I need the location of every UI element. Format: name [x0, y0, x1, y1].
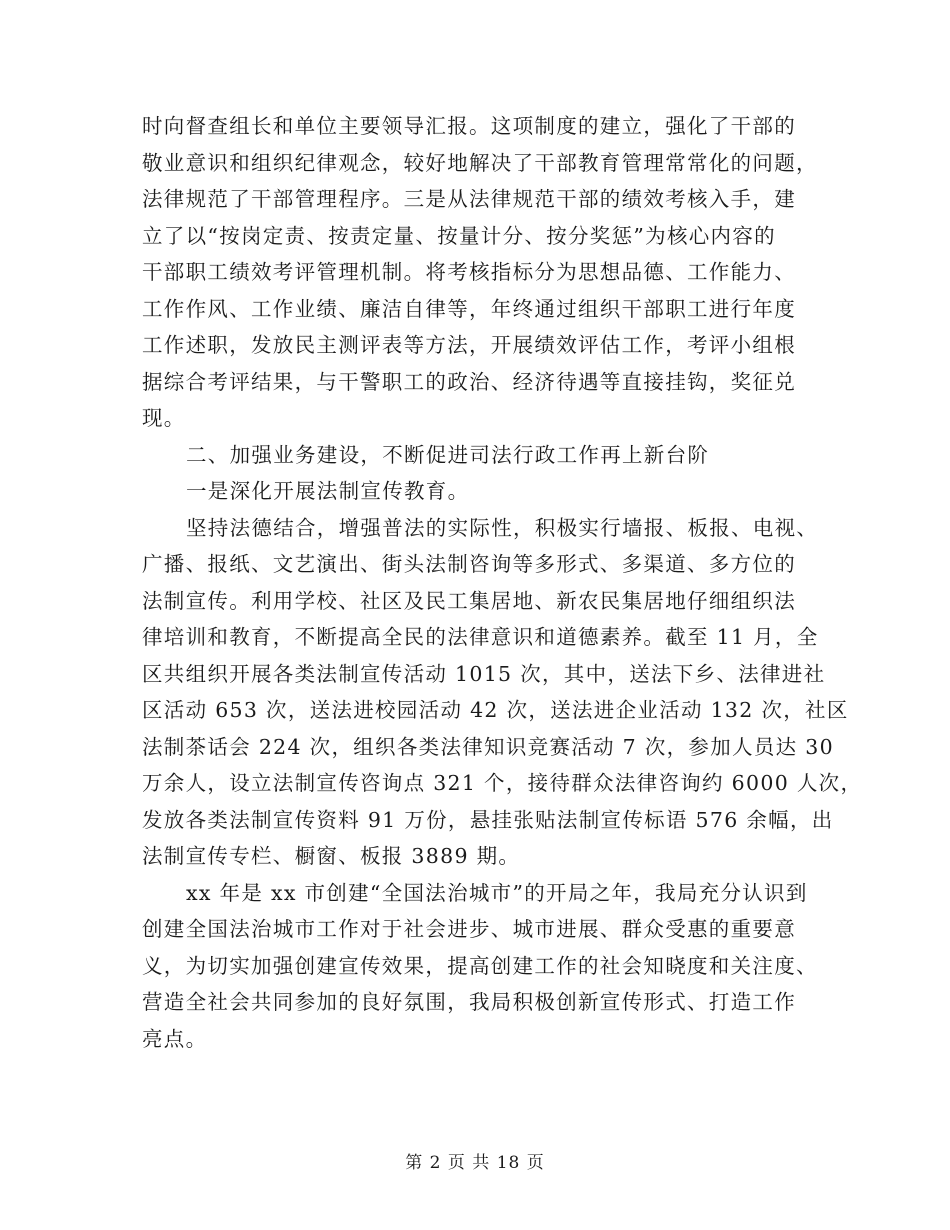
text-line: 法制宣传专栏、橱窗、板报 3889 期。 [142, 844, 521, 868]
text-line: 发放各类法制宣传资料 91 万份，悬挂张贴法制宣传标语 576 余幅，出 [142, 807, 834, 832]
text-line: 立了以“按岗定责、按责定量、按量计分、按分奖惩”为核心内容的 [142, 223, 776, 248]
text-line: 时向督查组长和单位主要领导汇报。这项制度的建立，强化了干部的 [142, 114, 796, 138]
text-line: 一是深化开展法制宣传教育。 [186, 479, 470, 503]
page-number-footer: 第 2 页 共 18 页 [405, 1153, 545, 1173]
text-line: 法制宣传。利用学校、社区及民工集居地、新农民集居地仔细组织法 [142, 588, 796, 613]
text-line: 区活动 653 次，送法进校园活动 42 次，送法进企业活动 132 次，社区 [142, 698, 849, 722]
text-line: 义，为切实加强创建宣传效果，提高创建工作的社会知晓度和关注度、 [142, 953, 818, 978]
text-line: xx 年是 xx 市创建“全国法治城市”的开局之年，我局充分认识到 [186, 880, 808, 905]
text-line: 工作述职，发放民主测评表等方法，开展绩效评估工作，考评小组根 [142, 333, 796, 357]
text-line: 区共组织开展各类法制宣传活动 1015 次，其中，送法下乡、法律进社 [142, 661, 826, 686]
text-line: 亮点。 [142, 1026, 208, 1051]
text-line: 法制茶话会 224 次，组织各类法律知识竞赛活动 7 次，参加人员达 30 [142, 734, 834, 759]
text-line: 干部职工绩效考评管理机制。将考核指标分为思想品德、工作能力、 [142, 260, 796, 284]
text-line: 敬业意识和组织纪律观念，较好地解决了干部教育管理常常化的问题， [142, 150, 818, 175]
text-line: 广播、报纸、文艺演出、街头法制咨询等多形式、多渠道、多方位的 [142, 552, 796, 576]
text-line: 坚持法德结合，增强普法的实际性，积极实行墙报、板报、电视、 [186, 515, 819, 540]
text-line: 万余人，设立法制宣传咨询点 321 个，接待群众法律咨询约 6000 人次， [142, 771, 863, 795]
text-line: 律培训和教育，不断提高全民的法律意识和道德素养。截至 11 月，全 [142, 625, 819, 649]
text-line: 法律规范了干部管理程序。三是从法律规范干部的绩效考核入手，建 [142, 187, 796, 211]
text-line: 工作作风、工作业绩、廉洁自律等，年终通过组织干部职工进行年度 [142, 296, 796, 321]
text-line: 二、加强业务建设，不断促进司法行政工作再上新台阶 [186, 442, 710, 467]
text-line: 据综合考评结果，与干警职工的政治、经济待遇等直接挂钩，奖征兑 [142, 369, 796, 394]
document-body [142, 108, 863, 1057]
text-line: 创建全国法治城市工作对于社会进步、城市进展、群众受惠的重要意 [142, 917, 796, 941]
text-line: 现。 [142, 406, 186, 430]
text-line: 营造全社会共同参加的良好氛围，我局积极创新宣传形式、打造工作 [142, 990, 796, 1014]
